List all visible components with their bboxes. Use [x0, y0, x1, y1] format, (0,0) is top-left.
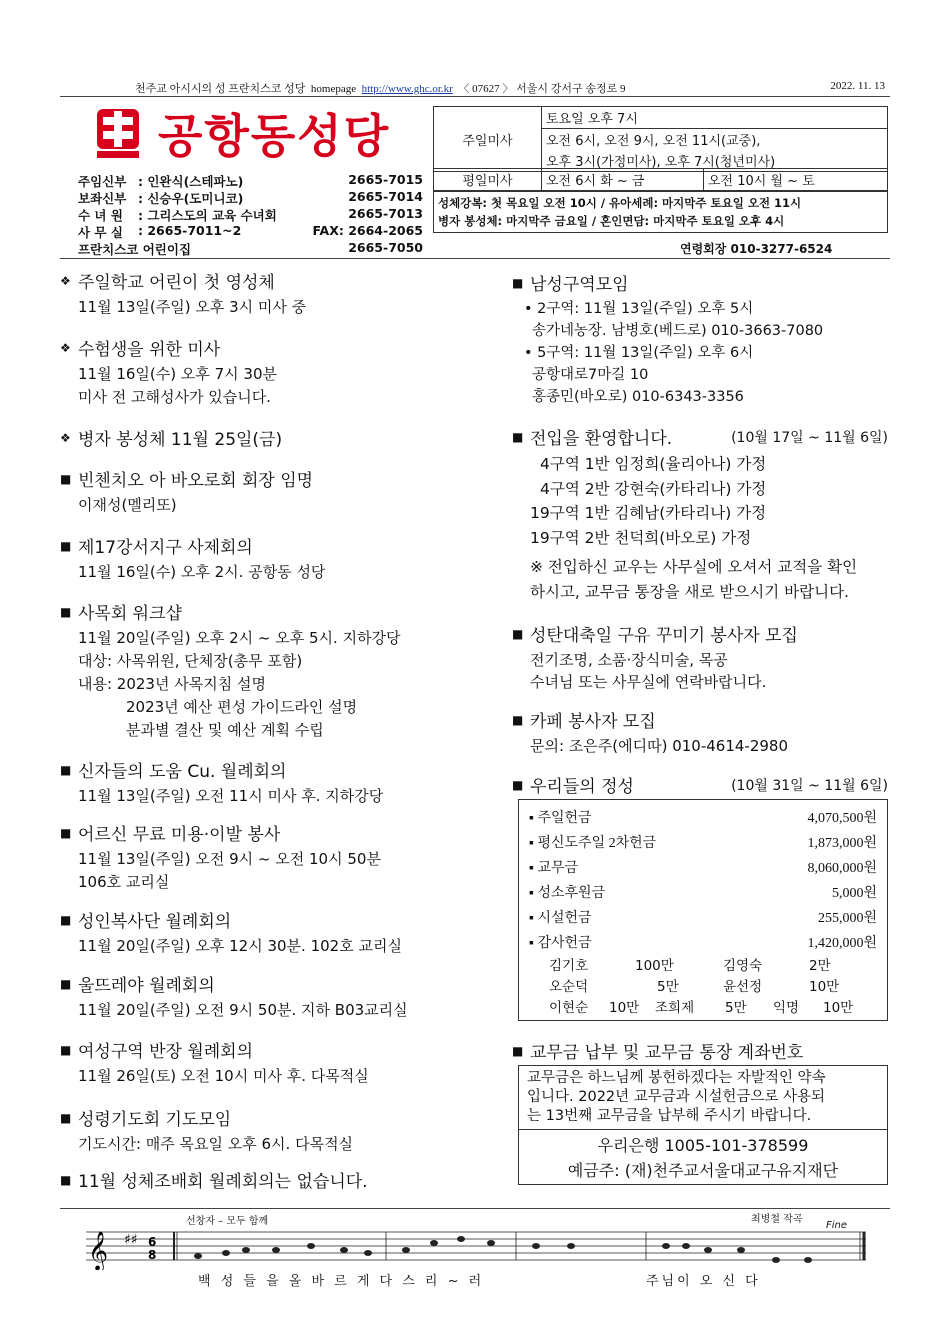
news-item: ❖ 주일학교 어린이 첫 영성체 11월 13일(주일) 오후 3시 미사 중 [60, 268, 306, 319]
mass-schedule-table [433, 106, 888, 172]
church-logo-icon [95, 107, 141, 159]
news-title: 울뜨레야 월례회의 [78, 976, 215, 996]
staff-list [78, 172, 423, 257]
news-title: 사목회 워크샵 [78, 604, 182, 624]
parish-line: 천주교 아시시의 성 프란치스코 성당 [135, 83, 306, 95]
news-item: ■ 어르신 무료 미용·이발 봉사 11월 13일(주일) 오전 9시 ~ 오전 10시 50분 106호 교리실 [60, 820, 381, 894]
news-title: 11월 성체조배회 월례회의는 없습니다. [78, 1172, 368, 1192]
cafe-volunteer-section: ■ 카페 봉사자 모집 문의: 조은주(에디따) 010-4614-2980 [512, 712, 789, 755]
sunday-times-2: 오후 3시(가정미사), 오후 7시(청년미사) [542, 150, 888, 172]
weekday-mass-1: 오전 6시 화 ~ 금 [542, 169, 704, 191]
lyrics-line-1: 백 성 들 을 올 바 르 게 다 스 리 ~ 러 [198, 1274, 485, 1289]
donor-row: 김기호 100만 김영숙 2만 [549, 958, 831, 974]
news-title: 주일학교 어린이 첫 영성체 [78, 273, 275, 293]
header-line [135, 80, 885, 96]
section-rule [60, 258, 890, 259]
offering-row: ▪ 교무금 8,060,000원 [529, 860, 877, 876]
staff-row: 보좌신부 : 신승우(도미니코) 2665-7014 [78, 189, 423, 206]
notice-line: 병자 봉성체: 마지막주 금요일 / 혼인면담: 마지막주 토요일 오후 4시 [438, 214, 785, 228]
weekday-mass-label: 평일미사 [434, 169, 542, 191]
news-item: ■ 울뜨레야 월례회의 11월 20일(주일) 오전 9시 50분. 지하 B03교리실 [60, 971, 408, 1022]
news-title: 성인복사단 월례회의 [78, 912, 232, 932]
square-bullet-icon: ■ [60, 912, 72, 927]
offering-row: ▪ 성소후원금 5,000원 [529, 885, 877, 901]
square-bullet-icon: ■ [60, 762, 72, 777]
sacrament-notice [433, 191, 888, 233]
men-district-section: ■ 남성구역모임 • 2구역: 11월 13일(주일) 오후 5시 송가네농장. 남병호(베드로) 010-3663-7080 • 5구역: 11월 13일(주일) 오후 6시 공항대로7마길 10 홍종민(바오로) 010-6343-3356 [512, 275, 824, 405]
news-item: ■ 제17강서지구 사제회의 11월 16일(수) 오후 2시. 공항동 성당 [60, 533, 325, 584]
news-title: 수험생을 위한 미사 [78, 340, 221, 360]
news-title: 어르신 무료 미용·이발 봉사 [78, 825, 281, 845]
svg-text:6: 6 [148, 1235, 157, 1249]
composer: 최병철 작곡 [751, 1214, 803, 1225]
issue-date: 2022. 11. 13 [830, 80, 885, 92]
diamond-bullet-icon: ❖ [60, 430, 71, 445]
news-item: ■ 빈첸치오 아 바오로회 회장 임명 이재성(멜리또) [60, 466, 313, 517]
square-bullet-icon: ■ [512, 712, 524, 727]
staff-row: 프란치스코 어린이집 2665-7050 [78, 240, 423, 257]
music-score [86, 1200, 876, 1330]
donor-row: 이현순 10만 조희제 5만 익명 10만 [549, 1000, 854, 1016]
news-item: ■ 성령기도회 기도모임 기도시간: 매주 목요일 오후 6시. 다목적실 [60, 1105, 353, 1156]
sunday-times-1: 오전 6시, 오전 9시, 오전 11시(교중), [542, 129, 888, 151]
news-item: ❖ 수험생을 위한 미사 11월 16일(수) 오후 7시 30분 미사 전 고해성사가 있습니다. [60, 335, 277, 409]
bank-account: 우리은행 1005-101-378599 [597, 1136, 809, 1155]
header-rule [60, 96, 890, 97]
donor-row: 오순덕 5만 윤선정 10만 [549, 979, 840, 995]
square-bullet-icon: ■ [512, 429, 524, 444]
offering-row: ▪ 감사헌금 1,420,000원 [529, 935, 877, 951]
offering-row: ▪ 시설헌금 255,000원 [529, 910, 877, 926]
fine-mark: Fine [826, 1220, 848, 1231]
square-bullet-icon: ■ [60, 604, 72, 619]
notice-line: 성체강복: 첫 목요일 오전 10시 / 유아세례: 마지막주 토요일 오전 11시 [438, 196, 802, 210]
square-bullet-icon: ■ [60, 1042, 72, 1057]
square-bullet-icon: ■ [60, 1110, 72, 1125]
square-bullet-icon: ■ [512, 626, 524, 641]
staff-row: 사 무 실 : 2665-7011~2 FAX: 2664-2065 [78, 223, 423, 240]
church-name: 공항동성당 [158, 109, 391, 163]
address: 〈 07627 〉 서울시 강서구 송정로 9 [458, 83, 626, 95]
square-bullet-icon: ■ [512, 777, 524, 792]
square-bullet-icon: ■ [512, 275, 524, 290]
offering-row: ▪ 평신도주일 2차헌금 1,873,000원 [529, 835, 877, 851]
news-title: 병자 봉성체 11월 25일(금) [78, 430, 283, 450]
svg-text:𝄞: 𝄞 [88, 1231, 109, 1270]
diamond-bullet-icon: ❖ [60, 273, 71, 288]
square-bullet-icon: ■ [512, 1043, 524, 1058]
news-item [60, 425, 282, 450]
news-title: 신자들의 도움 Cu. 월례회의 [78, 762, 287, 782]
offering-table [518, 799, 888, 1021]
homepage-link[interactable]: http://www.ghc.or.kr [361, 83, 453, 95]
square-bullet-icon: ■ [60, 1172, 72, 1187]
account-section: ■ 교무금 납부 및 교무금 통장 계좌번호 [512, 1043, 804, 1063]
diamond-bullet-icon: ❖ [60, 340, 71, 355]
account-box: 교무금은 하느님께 봉헌하겠다는 자발적인 약속 입니다. 2022년 교무금과 시설헌금으로 사용되 는 13번째 교무금을 납부해 주시기 바랍니다. 우리은행 1005-101-378599 예금주: (재)천주교서울대교구유지재단 [518, 1065, 888, 1185]
saturday-mass: 토요일 오후 7시 [542, 107, 888, 129]
square-bullet-icon: ■ [60, 471, 72, 486]
square-bullet-icon: ■ [60, 538, 72, 553]
offering-section: ■ 우리들의 정성 (10월 31일 ~ 11월 6일) [512, 777, 888, 797]
square-bullet-icon: ■ [60, 976, 72, 991]
svg-text:8: 8 [148, 1248, 157, 1262]
square-bullet-icon: ■ [60, 825, 72, 840]
news-item: ■ 성인복사단 월례회의 11월 20일(주일) 오후 12시 30분. 102호 교리실 [60, 907, 402, 958]
weekday-mass-2: 오전 10시 월 ~ 토 [704, 169, 888, 191]
staff-row: 수 녀 원 : 그리스도의 교육 수녀회 2665-7013 [78, 206, 423, 223]
funeral-chair: 연령회장 010-3277-6524 [680, 242, 833, 256]
homepage-label: homepage [310, 83, 357, 95]
news-item [60, 1167, 368, 1192]
offering-row: ▪ 주일헌금 4,070,500원 [529, 810, 877, 826]
news-item: ■ 여성구역 반장 월례회의 11월 26일(토) 오전 10시 미사 후. 다목적실 [60, 1037, 369, 1088]
news-title: 성령기도회 기도모임 [78, 1110, 232, 1130]
staff-row: 주임신부 : 인완식(스테파노) 2665-7015 [78, 172, 423, 189]
welcome-section: ■ 전입을 환영합니다. (10월 17일 ~ 11월 6일) 4구역 1반 임정희(율리아나) 가정 4구역 2반 강현숙(카타리나) 가정 19구역 1반 김혜남(카타리나) 가정 19구역 2반 천덕희(바오로) 가정 ※ 전입하신 교우는 사무실에 오셔서 교적을 확인 하시고, 교무금 통장을 새로 받으시기 바랍니다. [512, 429, 888, 601]
news-item: ■ 사목회 워크샵 11월 20일(주일) 오후 2시 ~ 오후 5시. 지하강당 대상: 사목위원, 단체장(총무 포함) 내용: 2023년 사목지침 설명 2023년 예산 편성 가이드라인 설명 분과별 결산 및 예산 계획 수립 [60, 599, 401, 742]
weekday-mass-table [433, 168, 888, 191]
news-title: 여성구역 반장 월례회의 [78, 1042, 254, 1062]
christmas-volunteer-section: ■ 성탄대축일 구유 꾸미기 봉사자 모집 전기조명, 소품·장식미술, 목공 수녀님 또는 사무실에 연락바랍니다. [512, 626, 798, 691]
svg-text:♯♯: ♯♯ [124, 1232, 138, 1248]
music-staff-icon [86, 1226, 876, 1270]
news-title: 빈첸치오 아 바오로회 회장 임명 [78, 471, 314, 491]
lyrics-line-2: 주님이 오 신 다 [646, 1274, 761, 1289]
sunday-mass-label: 주일미사 [434, 107, 542, 172]
news-title: 제17강서지구 사제회의 [78, 538, 253, 558]
account-holder: 예금주: (재)천주교서울대교구유지재단 [567, 1161, 839, 1180]
news-item: ■ 신자들의 도움 Cu. 월례회의 11월 13일(주일) 오전 11시 미사 후. 지하강당 [60, 757, 383, 808]
music-direction: 선창자 – 모두 함께 [186, 1216, 269, 1227]
